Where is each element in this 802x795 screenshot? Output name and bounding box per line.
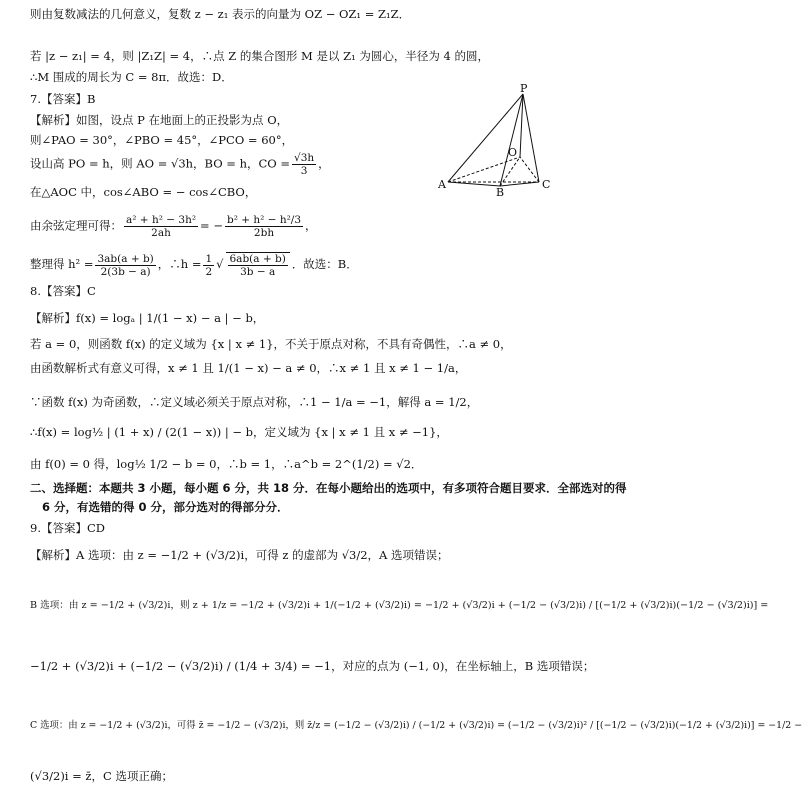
- section-2-heading-line-2: 6 分，有选错的得 0 分，部分选对的得部分分．: [42, 500, 289, 514]
- q7-h-squared-fraction: $\frac{3ab(a + b)}{2(3b - a)}$: [97, 252, 154, 278]
- q7-cos-left-fraction: $\frac{\text{a² + h² − 3h²}}{2ah}$: [126, 214, 197, 239]
- label-c: C: [542, 178, 551, 191]
- q9-line-5: (√3/2)i = z̄，C 选项正确；: [30, 769, 173, 783]
- label-o: O: [508, 146, 518, 159]
- pyramid-figure: [436, 82, 561, 199]
- label-a: A: [438, 178, 446, 191]
- q9-line-1: 【解析】A 选项：由 z = −1/2 + (√3/2)i，可得 z 的虚部为 √3/2，A 选项错误；: [30, 548, 449, 562]
- q8-line-6: 由 f(0) = 0 得，log½ 1/2 − b = 0，∴b = 1，∴a^b = 2^(1/2) = √2．: [30, 457, 423, 471]
- q9-line-2: B 选项：由 z = −1/2 + (√3/2)i，则 z + 1/z = −1/2 + (√3/2)i + 1/(−1/2 + (√3/2)i) = −1/2 + (√3/2)i + (−1/2 − (√3/2)i) / [(−1/2 + (√3/2)i)(−1/2 − (√3/2)i)] =: [30, 600, 769, 611]
- q7-line-5: 由余弦定理可得： $\frac{\text{a² + h² − 3h²}}{2ah}$ = − $\frac{\text{b² + h² − h²/3}}{2bh}$ ，: [30, 214, 317, 239]
- q7-line-1: 【解析】如图，设点 P 在地面上的正投影为点 O，: [30, 113, 289, 127]
- q7-half-fraction: $\frac{1}{2}$: [205, 252, 213, 278]
- q6-line-2: 若 |z − z₁| = 4，则 |Z₁Z| = 4，∴点 Z 的集合图形 M 是以 Z₁ 为圆心，半径为 4 的圆，: [30, 49, 490, 63]
- q7-line-4: 在△AOC 中，cos∠ABO = − cos∠CBO，: [30, 185, 257, 199]
- q7-cos-right-fraction: $\frac{\text{b² + h² − h²/3}}{2bh}$: [226, 214, 302, 239]
- q8-answer: 8.【答案】C: [30, 284, 96, 298]
- q8-line-3: 由函数解析式有意义可得，x ≠ 1 且 1/(1 − x) − a ≠ 0，∴x ≠ 1 且 x ≠ 1 − 1/a，: [30, 361, 467, 375]
- q7-co-fraction: $\frac{√3h}{3}$: [294, 152, 315, 177]
- q8-line-5: ∴f(x) = log½ | (1 + x) / (2(1 − x)) | − b，定义域为 {x | x ≠ 1 且 x ≠ −1}，: [30, 425, 448, 439]
- section-2-heading-line-1: 二、选择题：本题共 3 小题，每小题 6 分，共 18 分．在每小题给出的选项中，有多项符合题目要求．全部选对的得: [30, 481, 627, 495]
- edge-ab: [448, 182, 500, 186]
- q8-line-4: ∵函数 f(x) 为奇函数，∴定义域必须关于原点对称，∴1 − 1/a = −1，解得 a = 1/2，: [30, 395, 479, 409]
- q7-radicand-fraction: $\frac{6ab(a + b)}{3b - a}$: [226, 252, 290, 278]
- q7-answer: 7.【答案】B: [30, 92, 96, 106]
- q7-line-3: 设山高 PO = h，则 AO = √3h，BO = h，CO = $\frac{√3h}{3}$ ，: [30, 152, 330, 177]
- q8-line-2: 若 a = 0，则函数 f(x) 的定义域为 {x | x ≠ 1}，不关于原点对称，不具有奇偶性，∴a ≠ 0，: [30, 337, 512, 351]
- q8-line-1: 【解析】f(x) = logₐ | 1/(1 − x) − a | − b，: [30, 311, 265, 325]
- q7-line-2: 则∠PAO = 30°，∠PBO = 45°，∠PCO = 60°，: [30, 133, 294, 147]
- label-b: B: [496, 186, 505, 199]
- q6-line-3: ∴M 围成的周长为 C = 8π．故选：D．: [30, 70, 233, 84]
- q9-answer: 9.【答案】CD: [30, 521, 105, 535]
- label-p: P: [520, 82, 528, 95]
- q9-line-3: −1/2 + (√3/2)i + (−1/2 − (√3/2)i) / (1/4 + 3/4) = −1，对应的点为 (−1, 0)，在坐标轴上，B 选项错误；: [30, 659, 595, 673]
- q9-line-4: C 选项：由 z = −1/2 + (√3/2)i，可得 z̄ = −1/2 − (√3/2)i，则 z̄/z = (−1/2 − (√3/2)i) / (−1/2 + (√3/2)i) = (−1/2 − (√3/2)i)² / [(−1/2 − (√3/2)i)(−1/2 + (√3/2)i)] = −1/2 −: [30, 720, 802, 731]
- edge-bc: [500, 182, 539, 186]
- q6-line-1: 则由复数减法的几何意义，复数 z − z₁ 表示的向量为 OZ − OZ₁ = Z₁Z．: [30, 7, 411, 21]
- q7-line-6: 整理得 h² = $\frac{3ab(a + b)}{2(3b - a)}$ ，∴h = $\frac{1}{2}$ √ $\frac{6ab(a + b)}{3b - a}$ ．故选：B．: [30, 252, 358, 278]
- edge-pc: [523, 94, 539, 182]
- q7-line-3-text: 设山高 PO = h，则 AO = √3h，BO = h，CO =: [30, 156, 291, 171]
- edge-co: [520, 157, 539, 182]
